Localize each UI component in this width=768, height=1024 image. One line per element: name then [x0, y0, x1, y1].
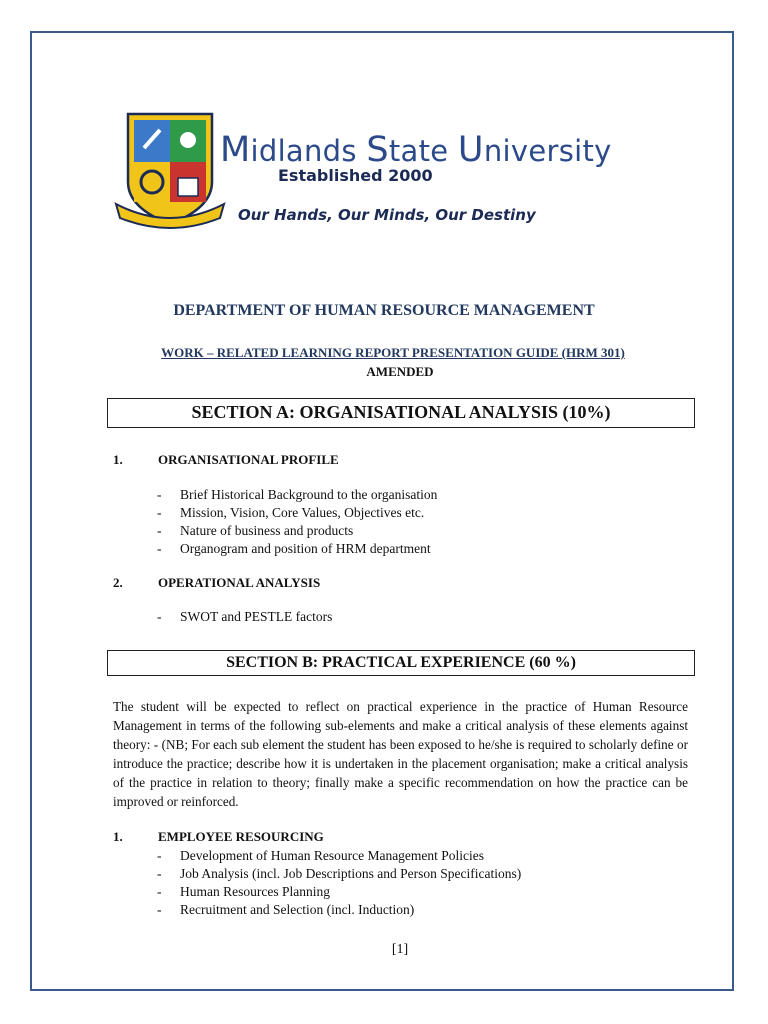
- page-number: [1]: [391, 942, 409, 957]
- section-b-bullet-list-1: [157, 847, 521, 919]
- section-a-heading-1: 1. ORGANISATIONAL PROFILE: [113, 452, 339, 467]
- section-b-title: SECTION B: PRACTICAL EXPERIENCE (60 %): [107, 650, 695, 676]
- section-b-intro-paragraph: The student will be expected to reflect on practical experience in the practice of Human Resource Management in terms of the following sub-elements and make a critical analysis of these elements against theory: - (NB; For each sub element the student has been exposed to he/she is required to scholarly define or introduce the practice; describe how it is undertaken in the placement organisation; make a critical analysis of the practice in relation to theory; finally make a specific recommendation on how the practice can be improved or reinforced.: [113, 699, 688, 809]
- list-item: - Mission, Vision, Core Values, Objectives etc.: [157, 505, 425, 520]
- list-item: - Recruitment and Selection (incl. Induction): [157, 902, 415, 917]
- list-item: - Human Resources Planning: [157, 884, 330, 899]
- section-a-bullet-list-2: [157, 608, 332, 626]
- guide-title: WORK – RELATED LEARNING REPORT PRESENTATION GUIDE (HRM 301): [161, 345, 625, 360]
- department-title: DEPARTMENT OF HUMAN RESOURCE MANAGEMENT: [173, 302, 595, 319]
- amended-label: AMENDED: [366, 364, 434, 379]
- list-item: - Job Analysis (incl. Job Descriptions and Person Specifications): [157, 866, 522, 881]
- list-item: - Development of Human Resource Management Policies: [157, 848, 485, 863]
- university-crest-logo: [114, 112, 226, 230]
- university-name: Midlands State University: [220, 130, 612, 170]
- established-year: Established 2000: [278, 166, 433, 185]
- list-item: - Brief Historical Background to the organisation: [157, 487, 438, 502]
- section-a-bullet-list-1: [157, 486, 437, 558]
- list-item: - SWOT and PESTLE factors: [157, 609, 333, 624]
- list-item: - Organogram and position of HRM department: [157, 541, 431, 556]
- section-b-heading-1: 1. EMPLOYEE RESOURCING: [113, 829, 324, 844]
- section-a-title: SECTION A: ORGANISATIONAL ANALYSIS (10%): [107, 398, 695, 428]
- university-motto: Our Hands, Our Minds, Our Destiny: [238, 206, 536, 224]
- section-a-heading-2: 2. OPERATIONAL ANALYSIS: [113, 575, 321, 590]
- list-item: - Nature of business and products: [157, 523, 354, 538]
